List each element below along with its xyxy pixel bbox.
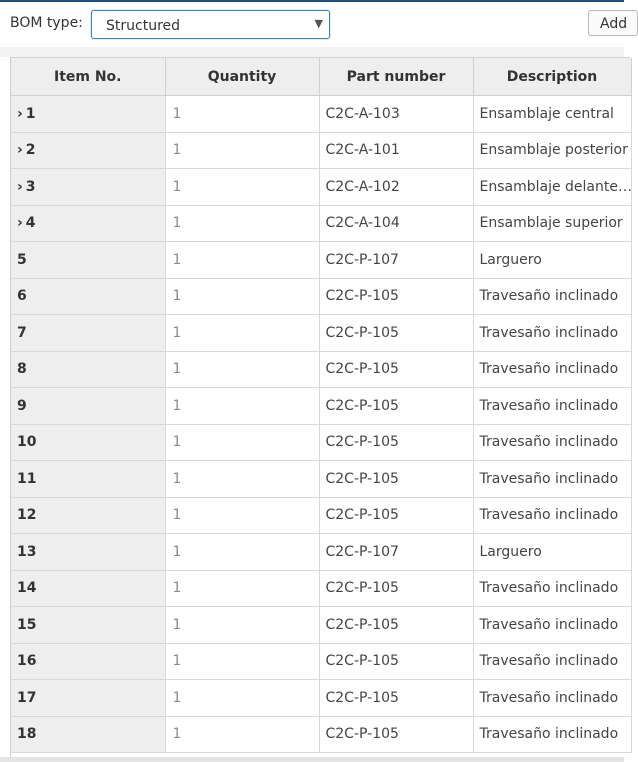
column-header-quantity[interactable]: Quantity (165, 58, 319, 96)
part-number-cell: C2C-P-105 (319, 351, 473, 388)
item-number: 15 (17, 616, 37, 633)
quantity-cell: 1 (165, 205, 319, 242)
description-cell: Ensamblaje posterior (473, 132, 631, 169)
part-number-cell: C2C-P-105 (319, 315, 473, 352)
item-number: 17 (17, 689, 37, 706)
table-row[interactable] (11, 570, 631, 607)
quantity-cell: 1 (165, 351, 319, 388)
table-row[interactable] (11, 680, 631, 717)
item-number: 9 (17, 397, 27, 414)
quantity-cell: 1 (165, 643, 319, 680)
column-header-item-no[interactable]: Item No. (11, 58, 165, 96)
quantity-cell: 1 (165, 169, 319, 206)
item-number-cell (11, 205, 165, 242)
bom-toolbar (0, 2, 628, 47)
part-number-cell: C2C-P-105 (319, 643, 473, 680)
table-row[interactable] (11, 388, 631, 425)
horizontal-scrollbar[interactable] (0, 757, 624, 762)
item-number-cell (11, 570, 165, 607)
item-number: 3 (25, 178, 36, 195)
quantity-cell: 1 (165, 96, 319, 133)
quantity-cell: 1 (165, 461, 319, 498)
chevron-down-icon: ▼ (314, 17, 323, 30)
table-row[interactable] (11, 132, 631, 169)
description-cell: Travesaño inclinado (473, 643, 631, 680)
item-number: 1 (25, 105, 36, 122)
part-number-cell: C2C-P-105 (319, 607, 473, 644)
add-button[interactable] (588, 10, 638, 36)
item-number: 10 (17, 434, 37, 451)
description-cell: Ensamblaje central (473, 96, 631, 133)
chevron-right-icon[interactable]: › (17, 142, 23, 159)
column-header-part-number[interactable]: Part number (319, 58, 473, 96)
item-number-cell (11, 351, 165, 388)
item-number: 2 (25, 142, 36, 159)
quantity-cell: 1 (165, 388, 319, 425)
description-cell: Travesaño inclinado (473, 497, 631, 534)
description-cell: Travesaño inclinado (473, 424, 631, 461)
item-number: 14 (17, 580, 37, 597)
bom-type-label: BOM type: (10, 15, 83, 31)
item-number-cell (11, 424, 165, 461)
item-number-cell (11, 278, 165, 315)
item-number-cell (11, 716, 165, 753)
description-cell: Travesaño inclinado (473, 716, 631, 753)
table-row[interactable] (11, 534, 631, 571)
table-row[interactable] (11, 497, 631, 534)
chevron-right-icon[interactable]: › (17, 105, 23, 122)
description-cell: Larguero (473, 534, 631, 571)
bom-type-select[interactable] (91, 10, 330, 39)
part-number-cell: C2C-P-105 (319, 497, 473, 534)
item-number-cell (11, 315, 165, 352)
toolbar-spacer (0, 47, 624, 57)
part-number-cell: C2C-P-105 (319, 716, 473, 753)
quantity-cell: 1 (165, 680, 319, 717)
table-row[interactable] (11, 424, 631, 461)
quantity-cell: 1 (165, 570, 319, 607)
item-number-cell (11, 242, 165, 279)
item-number: 5 (17, 251, 27, 268)
table-row[interactable] (11, 351, 631, 388)
item-number: 8 (17, 361, 27, 378)
description-cell: Larguero (473, 242, 631, 279)
table-row[interactable] (11, 643, 631, 680)
table-row[interactable] (11, 278, 631, 315)
table-row[interactable] (11, 169, 631, 206)
description-cell: Travesaño inclinado (473, 607, 631, 644)
item-number: 16 (17, 653, 37, 670)
description-cell: Travesaño inclinado (473, 315, 631, 352)
item-number: 6 (17, 288, 27, 305)
part-number-cell: C2C-P-105 (319, 388, 473, 425)
item-number-cell (11, 169, 165, 206)
table-row[interactable] (11, 716, 631, 753)
column-header-description[interactable]: Description (473, 58, 631, 96)
chevron-right-icon[interactable]: › (17, 178, 23, 195)
item-number: 18 (17, 726, 37, 743)
part-number-cell: C2C-P-107 (319, 534, 473, 571)
quantity-cell: 1 (165, 716, 319, 753)
item-number-cell (11, 607, 165, 644)
item-number-cell (11, 643, 165, 680)
table-row[interactable] (11, 461, 631, 498)
item-number: 13 (17, 543, 37, 560)
part-number-cell: C2C-A-101 (319, 132, 473, 169)
item-number-cell (11, 461, 165, 498)
item-number-cell (11, 96, 165, 133)
part-number-cell: C2C-P-105 (319, 570, 473, 607)
table-row[interactable] (11, 315, 631, 352)
bom-table (10, 57, 630, 757)
description-cell: Ensamblaje superior (473, 205, 631, 242)
part-number-cell: C2C-P-105 (319, 461, 473, 498)
quantity-cell: 1 (165, 497, 319, 534)
quantity-cell: 1 (165, 424, 319, 461)
part-number-cell: C2C-P-105 (319, 680, 473, 717)
table-row[interactable] (11, 205, 631, 242)
quantity-cell: 1 (165, 242, 319, 279)
item-number: 4 (25, 215, 36, 232)
description-cell: Travesaño inclinado (473, 461, 631, 498)
part-number-cell: C2C-P-107 (319, 242, 473, 279)
item-number-cell (11, 534, 165, 571)
item-number-cell (11, 132, 165, 169)
item-number-cell (11, 497, 165, 534)
bom-type-selected-value: Structured (106, 18, 181, 34)
quantity-cell: 1 (165, 534, 319, 571)
chevron-right-icon[interactable]: › (17, 215, 23, 232)
item-number: 11 (17, 470, 37, 487)
part-number-cell: C2C-A-103 (319, 96, 473, 133)
item-number: 7 (17, 324, 27, 341)
table-row[interactable] (11, 242, 631, 279)
quantity-cell: 1 (165, 607, 319, 644)
item-number: 12 (17, 507, 37, 524)
table-row[interactable] (11, 607, 631, 644)
add-button-label: Add (600, 16, 628, 32)
description-cell: Travesaño inclinado (473, 680, 631, 717)
part-number-cell: C2C-P-105 (319, 278, 473, 315)
quantity-cell: 1 (165, 132, 319, 169)
quantity-cell: 1 (165, 278, 319, 315)
table-header-row (11, 58, 631, 96)
description-cell: Travesaño inclinado (473, 278, 631, 315)
quantity-cell: 1 (165, 315, 319, 352)
description-cell: Travesaño inclinado (473, 388, 631, 425)
item-number-cell (11, 680, 165, 717)
description-cell: Travesaño inclinado (473, 351, 631, 388)
description-cell: Travesaño inclinado (473, 570, 631, 607)
table-row[interactable] (11, 96, 631, 133)
description-cell: Ensamblaje delante… (473, 169, 631, 206)
part-number-cell: C2C-P-105 (319, 424, 473, 461)
part-number-cell: C2C-A-102 (319, 169, 473, 206)
item-number-cell (11, 388, 165, 425)
part-number-cell: C2C-A-104 (319, 205, 473, 242)
